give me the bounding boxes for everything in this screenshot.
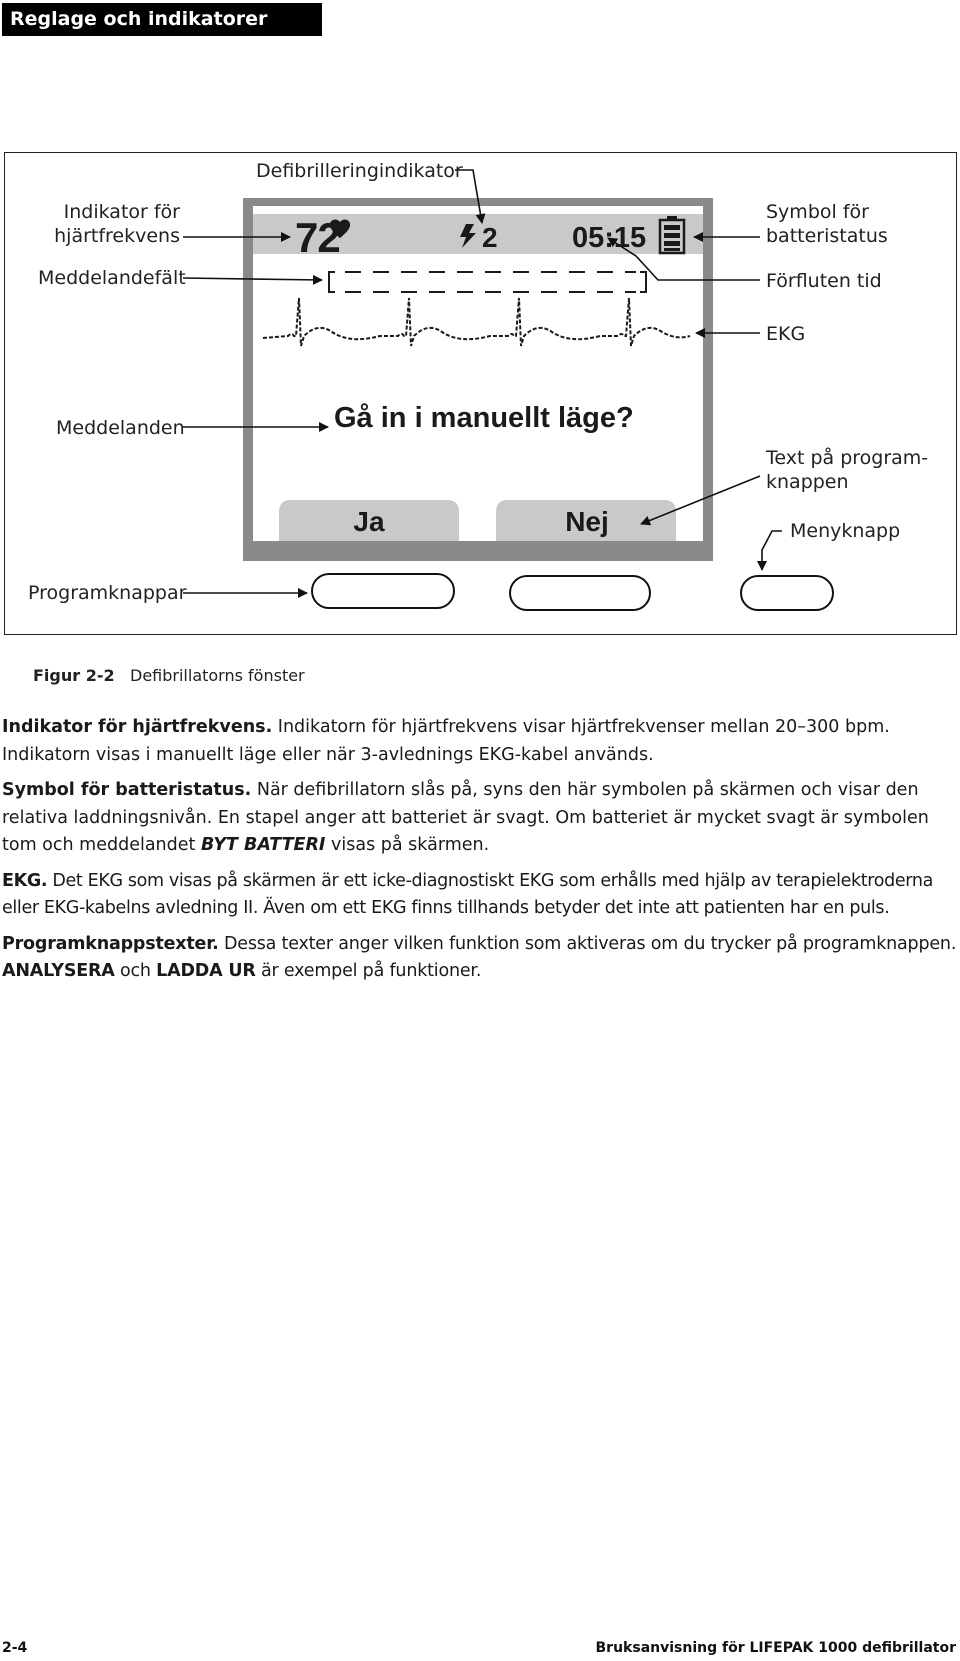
menu-button[interactable] [740, 575, 834, 611]
softkey-label-left: Ja [353, 506, 385, 537]
section-header: Reglage och indikatorer [2, 3, 322, 36]
footer-manual-title: Bruksanvisning för LIFEPAK 1000 defibrillator [595, 1640, 956, 1656]
label-menu-button: Menyknapp [790, 520, 901, 542]
paragraph-heart-rate [2, 714, 957, 769]
emphasis: BYT BATTERI [200, 835, 326, 855]
label-heart-rate-line2: hjärtfrekvens [54, 225, 180, 247]
soft-button-right[interactable] [509, 575, 651, 611]
elapsed-time-value: 05:15 [572, 222, 647, 254]
label-heart-rate-line1: Indikator för [63, 201, 180, 223]
paragraph-title: EKG. [2, 870, 48, 891]
paragraph-title: Indikator för hjärtfrekvens. [2, 717, 273, 737]
label-elapsed-time: Förfluten tid [766, 270, 882, 292]
paragraph-battery [2, 777, 957, 860]
paragraph-body: Dessa texter anger vilken funktion som aktiveras om du trycker på programknappen. [218, 933, 957, 954]
paragraph-ecg [2, 868, 957, 923]
paragraph-body: och [114, 961, 157, 981]
defibrillator-diagram [0, 0, 960, 660]
paragraph-softkey-text [2, 931, 957, 986]
paragraph-title: Symbol för batteristatus. [2, 780, 252, 800]
screen-prompt: Gå in i manuellt läge? [334, 402, 634, 434]
paragraph-body: är exempel på funktioner. [255, 961, 482, 981]
footer-page-number: 2-4 [2, 1640, 28, 1656]
paragraph-body: Indikatorn för hjärtfrekvens visar hjärtfrekvenser mellan 20–300 bpm. Indikatorn visas i manuellt läge eller när 3-avlednings EKG-kabel används. [2, 717, 890, 765]
emphasis: LADDA UR [156, 961, 256, 981]
label-softkey-text-line2: knappen [766, 471, 849, 493]
label-defib-indicator: Defibrilleringindikator [256, 160, 463, 182]
label-battery-line2: batteristatus [766, 225, 888, 247]
shock-count-value: 2 [482, 222, 498, 253]
soft-button-left[interactable] [311, 573, 455, 609]
label-softkey-text-line1: Text på program- [766, 447, 929, 469]
body-text [2, 714, 957, 994]
paragraph-body: visas på skärmen. [325, 835, 490, 855]
heart-rate-value: 72 [295, 214, 340, 261]
label-messages: Meddelanden [56, 417, 185, 439]
label-ecg: EKG [766, 323, 806, 345]
paragraph-title: Programknappstexter. [2, 933, 219, 954]
label-message-field: Meddelandefält [38, 267, 186, 289]
paragraph-body: Det EKG som visas på skärmen är ett icke-diagnostiskt EKG som erhålls med hjälp av terapielektroderna eller EKG-kabelns avledning II. Även om ett EKG finns tillhands betyder det inte att patienten har en puls. [2, 870, 933, 918]
emphasis: ANALYSERA [2, 961, 115, 981]
figure-number: Figur 2-2 [33, 666, 115, 685]
label-battery-line1: Symbol för [766, 201, 869, 223]
figure-caption-text: Defibrillatorns fönster [130, 666, 305, 685]
label-soft-buttons: Programknappar [28, 582, 187, 604]
softkey-label-right: Nej [565, 506, 609, 537]
figure-caption-number [33, 666, 115, 685]
paragraph-body: När defibrillatorn slås på, syns den här symbolen på skärmen och visar den relativa laddningsnivån. En stapel anger att batteriet är svagt. Om batteriet är mycket svagt är symbolen tom och meddelandet [2, 780, 929, 855]
